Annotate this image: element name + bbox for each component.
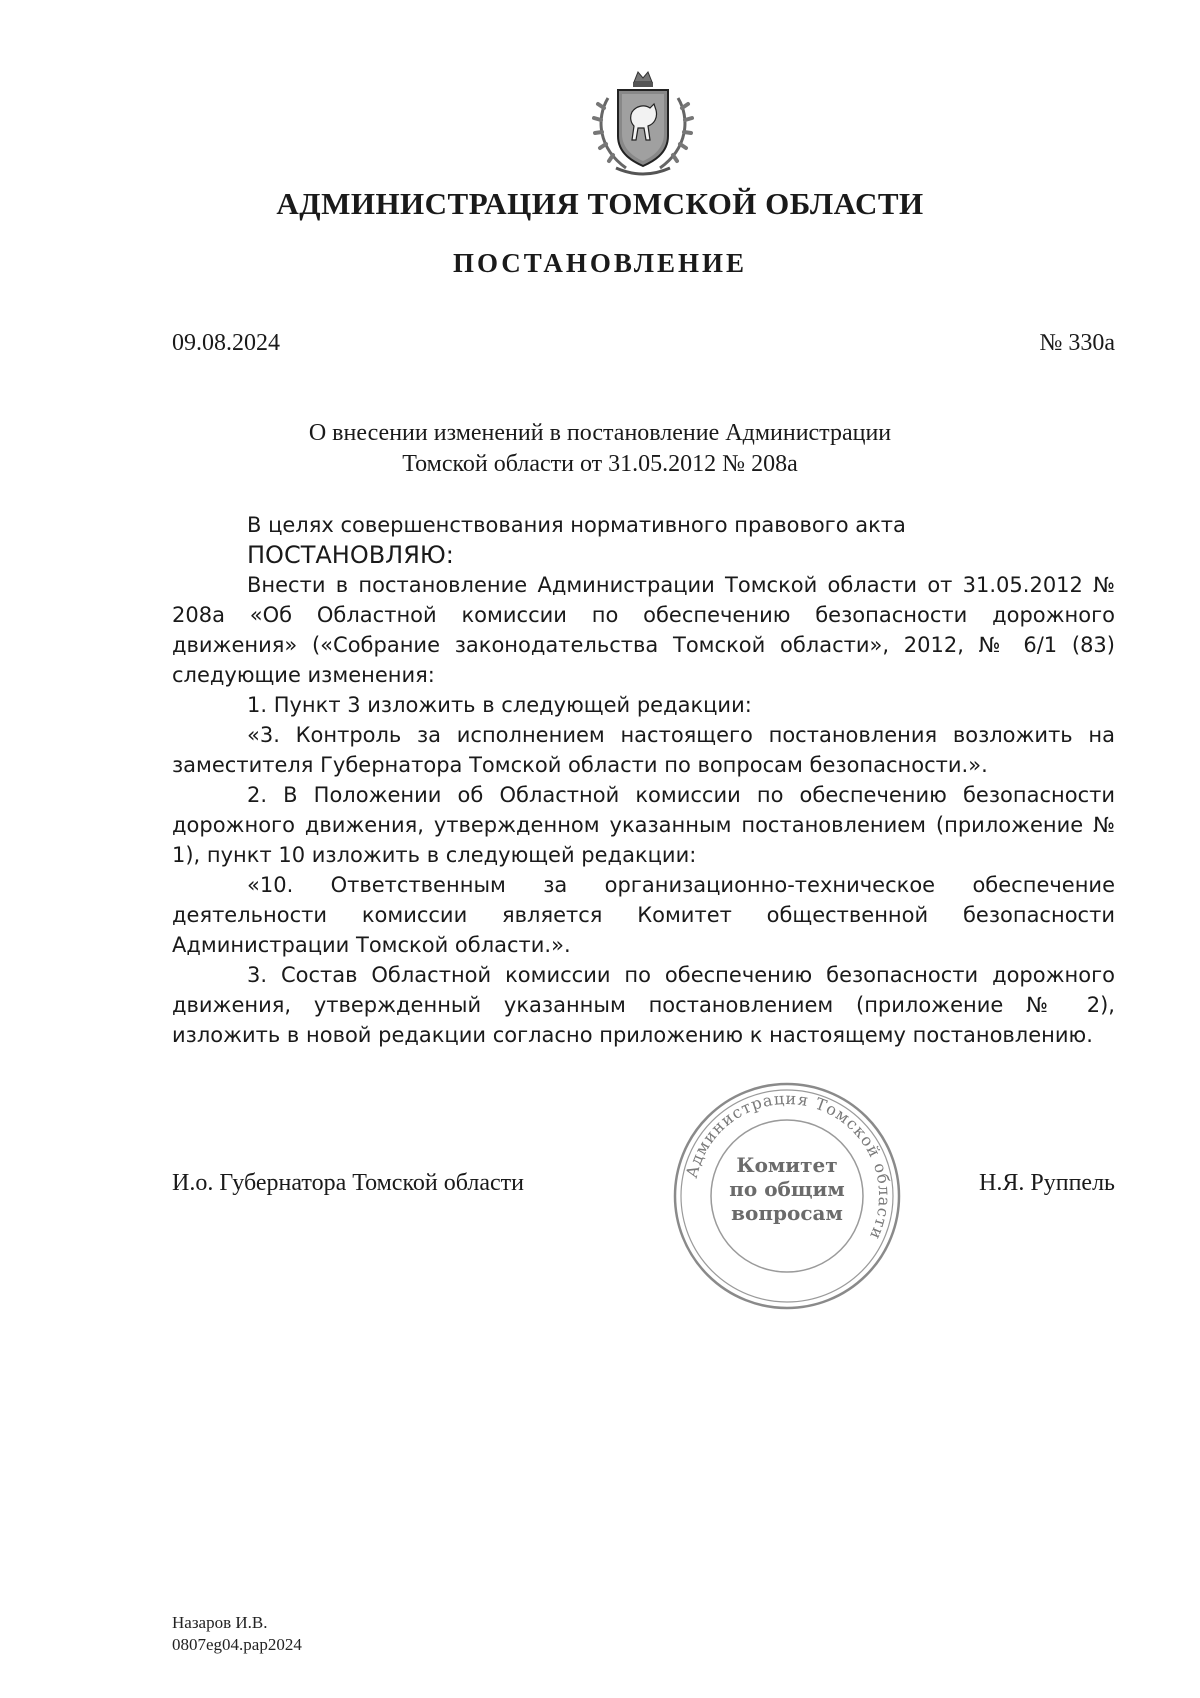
executor-name: Назаров И.В. [172,1613,268,1632]
document-subject [0,418,1200,480]
document-date: 09.08.2024 [172,330,280,356]
intro-paragraph: Внести в постановление Администрации Томской области от 31.05.2012 № 208а «Об Областной комиссии по обеспечению безопасности дорожного движения» («Собрание законодательства Томской области», 2012, № 6/1 (83) следующие изменения: [172,573,1115,687]
subject-line: О внесении изменений в постановление Администрации [308,420,892,446]
seal-ring-text: Администрация Томской области [681,1088,895,1244]
signer-position: И.о. Губернатора Томской области [172,1170,524,1196]
preamble-paragraph: В целях совершенствования нормативного правового акта [247,513,906,537]
signer-name: Н.Я. Руппель [979,1170,1115,1196]
decree-heading: ПОСТАНОВЛЯЮ: [247,541,454,569]
coat-of-arms-icon [586,68,700,180]
document-number: № 330а [1039,330,1115,356]
item-3-paragraph: 3. Состав Областной комиссии по обеспечению безопасности дорожного движения, утвержденный указанным постановлением (приложение № 2), изложить в новой редакции согласно приложению к настоящему постановлению. [172,963,1115,1047]
round-seal-icon [671,1080,903,1312]
seal-line: Комитет [736,1153,838,1177]
document-body [172,510,1115,1050]
item-1-paragraph: 1. Пункт 3 изложить в следующей редакции: [247,693,752,717]
seal-line: по общим [729,1177,845,1201]
item-1-quote-paragraph: «3. Контроль за исполнением настоящего постановления возложить на заместителя Губернатора Томской области по вопросам безопасности.». [172,723,1115,777]
seal-center-text [671,1153,903,1225]
item-2-quote-paragraph: «10. Ответственным за организационно-техническое обеспечение деятельности комиссии является Комитет общественной безопасности Администрации Томской области.». [172,873,1115,957]
subject-line: Томской области от 31.05.2012 № 208а [402,451,798,477]
file-reference: 0807eg04.pap2024 [172,1635,302,1654]
document-type-heading: ПОСТАНОВЛЕНИЕ [452,248,748,278]
organization-title: АДМИНИСТРАЦИЯ ТОМСКОЙ ОБЛАСТИ [276,186,924,221]
item-2-paragraph: 2. В Положении об Областной комиссии по обеспечению безопасности дорожного движения, утвержденном указанным постановлением (приложение № 1), пункт 10 изложить в следующей редакции: [172,783,1115,867]
seal-line: вопросам [731,1201,843,1225]
executor-footer [172,1612,302,1656]
